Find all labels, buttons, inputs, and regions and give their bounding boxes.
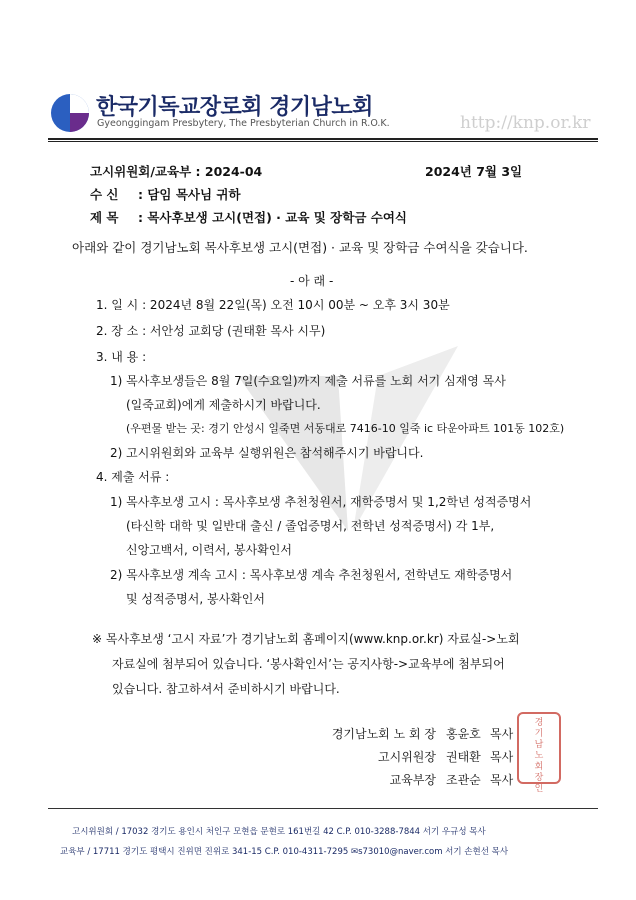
note-line-1: ※ 목사후보생 ‘고시 자료’가 경기남노회 홈페이지(www.knp.or.kr) 자료실->노회 bbox=[92, 632, 520, 646]
signature-name-education: 조관순 bbox=[446, 773, 481, 787]
org-name-english: Gyeonggingam Presbytery, The Presbyterian Church in R.O.K. bbox=[97, 118, 390, 129]
content-item-1: 1) 목사후보생들은 8월 7일(수요일)까지 제출 서류를 노회 서기 심재영 목사 bbox=[110, 374, 506, 388]
docs-item-1-cont2: 신앙고백서, 이력서, 봉사확인서 bbox=[126, 543, 292, 557]
recipient-label: 수 신 bbox=[90, 187, 119, 202]
note-line-2: 자료실에 첨부되어 있습니다. ‘봉사확인서’는 공지사항->교육부에 첨부되어 bbox=[112, 657, 505, 671]
header-rule-thin bbox=[48, 141, 598, 142]
signature-name-exam: 권태환 bbox=[446, 750, 481, 764]
signature-title-president: 경기남노회 노 회 장 bbox=[331, 727, 436, 741]
doc-date: 2024년 7월 3일 bbox=[425, 164, 523, 179]
signature-name-president: 홍윤호 bbox=[446, 727, 481, 741]
subject-label: 제 목 bbox=[90, 210, 119, 225]
footer-exam-committee: 고시위원회 / 17032 경기도 용인시 처인구 모현읍 문현로 161번길 42 C.P. 010-3288-7844 서기 우규성 목사 bbox=[72, 827, 486, 837]
seal-text: 경기남노회장인 bbox=[534, 718, 544, 794]
doc-number: 고시위원회/교육부 : 2024-04 bbox=[90, 164, 263, 179]
docs-item-2-cont: 및 성적증명서, 봉사확인서 bbox=[126, 592, 265, 606]
subject: : 목사후보생 고시(면접) · 교육 및 장학금 수여식 bbox=[138, 210, 407, 225]
content-item-2: 2) 고시위원회와 교육부 실행위원은 참석해주시기 바랍니다. bbox=[110, 446, 424, 460]
org-name-korean: 한국기독교장로회 경기남노회 bbox=[96, 95, 373, 120]
docs-item-2: 2) 목사후보생 계속 고시 : 목사후보생 계속 추천청원서, 전학년도 재학증명서 bbox=[110, 568, 513, 582]
docs-item-1-cont: (타신학 대학 및 일반대 출신 / 졸업증명서, 전학년 성적증명서) 각 1부, bbox=[126, 519, 495, 533]
item-place: 2. 장 소 : 서안성 교회당 (권태환 목사 시무) bbox=[96, 324, 326, 338]
item-content-title: 3. 내 용 : bbox=[96, 350, 147, 364]
signature-suffix-exam: 목사 bbox=[490, 750, 514, 764]
section-title: - 아 래 - bbox=[290, 274, 334, 288]
footer-education-dept: 교육부 / 17711 경기도 평택시 진위면 진위로 341-15 C.P. 010-4311-7295 ✉s73010@naver.com 서기 손현선 목사 bbox=[60, 847, 509, 857]
signature-suffix-president: 목사 bbox=[490, 727, 514, 741]
official-seal bbox=[517, 712, 561, 794]
item-docs-title: 4. 제출 서류 : bbox=[96, 470, 170, 484]
recipient: : 담임 목사님 귀하 bbox=[138, 187, 241, 202]
item-date: 1. 일 시 : 2024년 8월 22일(목) 오전 10시 00분 ~ 오후 3시 30분 bbox=[96, 298, 450, 312]
content-item-1-cont: (일죽교회)에게 제출하시기 바랍니다. bbox=[126, 398, 321, 412]
presbytery-logo-icon bbox=[50, 93, 90, 133]
signature-suffix-education: 목사 bbox=[490, 773, 514, 787]
mailing-address: (우편물 받는 곳: 경기 안성시 일죽면 서동대로 7416-10 일죽 ic 타운아파트 101동 102호) bbox=[126, 422, 565, 435]
signature-title-exam: 고시위원장 bbox=[378, 750, 436, 764]
website-url[interactable]: http://knp.or.kr bbox=[460, 113, 591, 133]
intro-text: 아래와 같이 경기남노회 목사후보생 고시(면접) · 교육 및 장학금 수여식을 갖습니다. bbox=[72, 240, 528, 255]
docs-item-1: 1) 목사후보생 고시 : 목사후보생 추천청원서, 재학증명서 및 1,2학년 성적증명서 bbox=[110, 495, 532, 509]
note-line-3: 있습니다. 참고하셔서 준비하시기 바랍니다. bbox=[112, 682, 340, 696]
signature-title-education: 교육부장 bbox=[389, 773, 436, 787]
footer-rule bbox=[48, 808, 598, 809]
header-rule bbox=[48, 138, 598, 140]
